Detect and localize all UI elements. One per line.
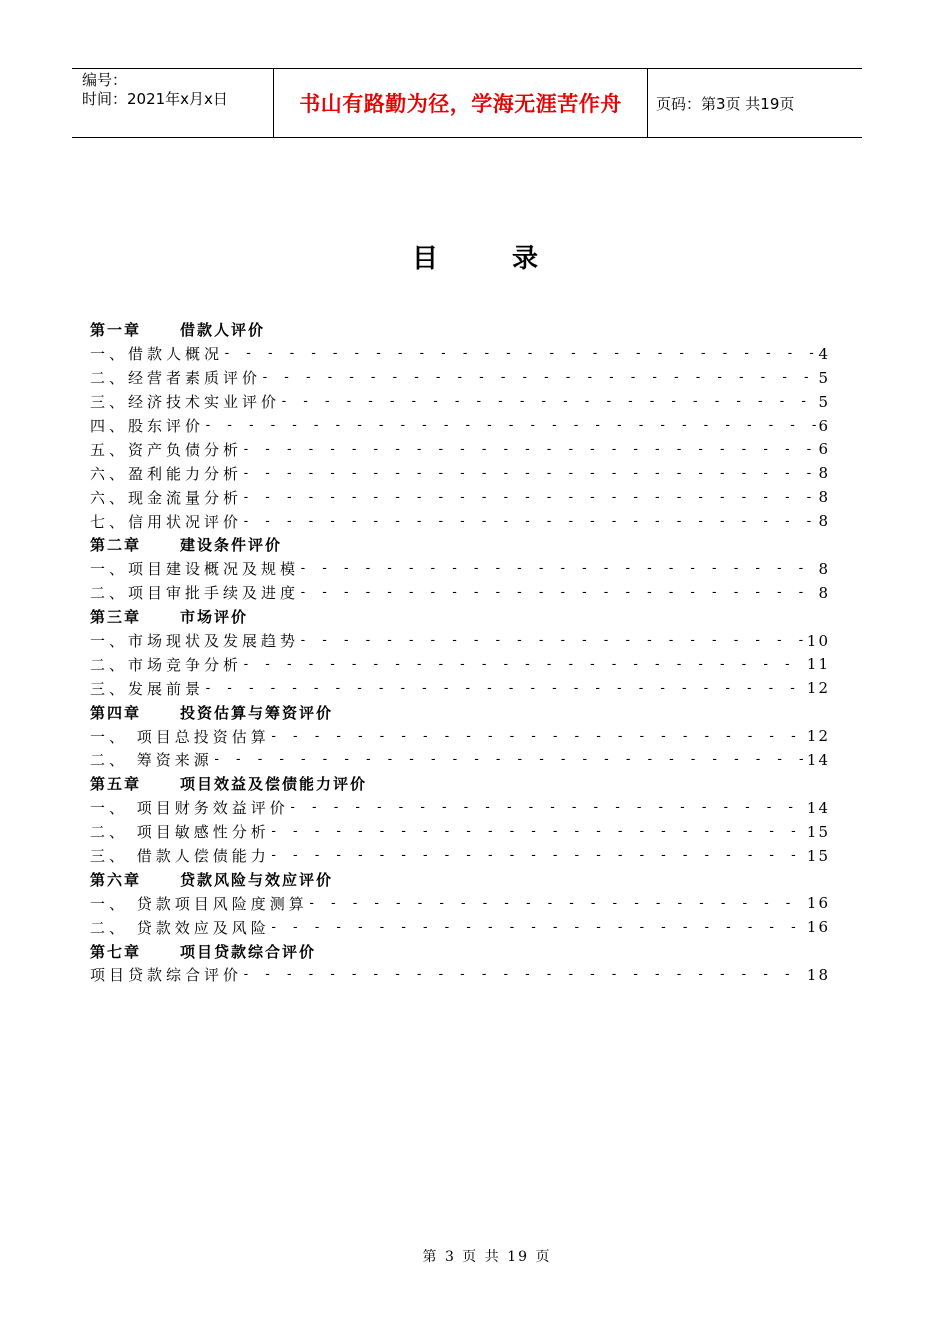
- toc-entry-page-number: 8: [818, 488, 830, 507]
- toc-leader-dashes: [204, 418, 818, 433]
- toc-leader-dashes: [299, 585, 818, 600]
- toc-entry-label: 二、 贷款效应及风险: [90, 918, 270, 937]
- toc-entry-page-number: 8: [818, 464, 830, 483]
- toc-chapter-heading: [90, 605, 830, 629]
- toc-entry-label: 一、项目建设概况及规模: [90, 560, 300, 579]
- toc-chapter-heading: [90, 700, 830, 724]
- toc-entry-label: 二、市场竞争分析: [90, 655, 243, 674]
- toc-entry-label: 一、市场现状及发展趋势: [90, 632, 300, 651]
- chapter-number: 第三章: [90, 608, 142, 627]
- toc-entry-label: 六、盈利能力分析: [90, 464, 243, 483]
- toc-leader-dashes: [270, 824, 807, 839]
- toc-entry[interactable]: [90, 748, 830, 772]
- toc-entry-page-number: 15: [806, 846, 830, 865]
- toc-leader-dashes: [242, 514, 818, 529]
- toc-entry-label: 一、借款人概况: [90, 345, 224, 364]
- chapter-title: 项目效益及偿债能力评价: [180, 775, 368, 794]
- chapter-number: 第四章: [90, 703, 142, 722]
- toc-entry-page-number: 16: [806, 918, 830, 937]
- toc-entry[interactable]: [90, 414, 830, 438]
- toc-entry-label: 七、信用状况评价: [90, 512, 243, 531]
- toc-entry-label: 四、股东评价: [90, 417, 205, 435]
- toc-entry-page-number: 18: [806, 965, 830, 984]
- toc-entry[interactable]: [90, 509, 830, 533]
- header-meta: [72, 69, 274, 137]
- chapter-number: 第二章: [90, 536, 142, 555]
- toc-leader-dashes: [204, 681, 807, 696]
- toc-entry-page-number: 6: [818, 440, 830, 459]
- toc-leader-dashes: [270, 848, 807, 863]
- toc-leader-dashes: [270, 729, 807, 744]
- toc-entry[interactable]: [90, 390, 830, 414]
- chapter-number: 第五章: [90, 775, 142, 794]
- toc-entry-label: 二、 项目敏感性分析: [90, 823, 270, 842]
- page-footer: 第 3 页 共 19 页: [422, 1249, 552, 1265]
- toc-leader-dashes: [308, 896, 807, 911]
- toc-entry-label: 一、 项目总投资估算: [90, 727, 270, 746]
- toc-entry-page-number: 8: [818, 583, 830, 602]
- chapter-number: 第七章: [90, 942, 142, 961]
- chapter-title: 借款人评价: [180, 321, 266, 340]
- table-of-contents: [90, 318, 830, 987]
- toc-entry-page-number: 16: [806, 894, 830, 913]
- toc-entry[interactable]: [90, 581, 830, 605]
- toc-entry-page-number: 5: [818, 368, 830, 387]
- toc-entry[interactable]: [90, 796, 830, 820]
- toc-entry-page-number: 6: [818, 416, 830, 435]
- toc-leader-dashes: [299, 561, 818, 576]
- toc-entry[interactable]: [90, 724, 830, 748]
- toc-entry-label: 三、发展前景: [90, 679, 205, 698]
- chapter-title: 项目贷款综合评价: [180, 942, 317, 961]
- toc-chapter-heading: [90, 533, 830, 557]
- toc-leader-dashes: [213, 752, 807, 767]
- chapter-title: 市场评价: [180, 608, 249, 627]
- toc-entry[interactable]: [90, 652, 830, 676]
- toc-leader-dashes: [242, 490, 818, 505]
- toc-entry-page-number: 8: [818, 512, 830, 531]
- toc-leader-dashes: [280, 394, 818, 409]
- toc-entry-page-number: 12: [806, 679, 830, 698]
- toc-entry[interactable]: [90, 844, 830, 868]
- chapter-title: 贷款风险与效应评价: [180, 870, 334, 889]
- toc-entry-label: 二、经营者素质评价: [90, 369, 262, 388]
- toc-chapter-heading: [90, 318, 830, 342]
- toc-entry-page-number: 11: [806, 655, 830, 674]
- header-motto: 书山有路勤为径，学海无涯苦作舟: [274, 69, 648, 137]
- toc-entry-label: 二、 筹资来源: [90, 751, 213, 770]
- toc-entry-label: 三、 借款人偿债能力: [90, 847, 270, 866]
- toc-leader-dashes: [242, 657, 807, 672]
- chapter-title: 建设条件评价: [180, 536, 283, 555]
- toc-entry-label: 五、资产负债分析: [90, 440, 243, 459]
- toc-entry[interactable]: [90, 963, 830, 987]
- toc-leader-dashes: [289, 800, 807, 815]
- page-header: [72, 68, 862, 138]
- toc-entry-page-number: 10: [806, 631, 830, 650]
- toc-entry[interactable]: [90, 629, 830, 653]
- toc-chapter-heading: [90, 867, 830, 891]
- header-page-code: 页码：第3页 共19页: [656, 94, 795, 113]
- toc-leader-dashes: [223, 346, 818, 361]
- toc-entry-label: 一、 贷款项目风险度测算: [90, 894, 308, 913]
- toc-leader-dashes: [261, 370, 818, 385]
- toc-entry-page-number: 12: [806, 727, 830, 746]
- toc-entry[interactable]: [90, 820, 830, 844]
- toc-entry[interactable]: [90, 891, 830, 915]
- toc-chapter-heading: [90, 772, 830, 796]
- toc-leader-dashes: [242, 466, 818, 481]
- toc-entry[interactable]: [90, 485, 830, 509]
- toc-leader-dashes: [242, 967, 807, 982]
- toc-chapter-heading: [90, 939, 830, 963]
- toc-entry-page-number: 14: [806, 798, 830, 817]
- toc-entry-label: 六、现金流量分析: [90, 488, 243, 507]
- toc-entry[interactable]: [90, 676, 830, 700]
- toc-entry[interactable]: [90, 366, 830, 390]
- chapter-number: 第一章: [90, 321, 142, 340]
- toc-entry[interactable]: [90, 461, 830, 485]
- toc-entry-page-number: 4: [818, 344, 830, 363]
- toc-entry-label: 二、项目审批手续及进度: [90, 584, 300, 603]
- toc-entry[interactable]: [90, 342, 830, 366]
- toc-leader-dashes: [242, 442, 818, 457]
- toc-entry-page-number: 15: [806, 822, 830, 841]
- toc-leader-dashes: [299, 633, 807, 648]
- document-number-label: 编号：: [82, 71, 128, 89]
- toc-leader-dashes: [270, 920, 807, 935]
- toc-entry-label: 项目贷款综合评价: [90, 966, 243, 985]
- chapter-number: 第六章: [90, 870, 142, 889]
- toc-entry-label: 三、经济技术实业评价: [90, 393, 281, 412]
- toc-entry-page-number: 5: [818, 392, 830, 411]
- toc-entry-page-number: 14: [806, 750, 830, 769]
- toc-title: 目录: [411, 244, 612, 274]
- document-time-label: 时间：2021年x月x日: [82, 90, 228, 108]
- chapter-title: 投资估算与筹资评价: [180, 703, 334, 722]
- toc-entry-label: 一、 项目财务效益评价: [90, 799, 289, 818]
- toc-entry[interactable]: [90, 437, 830, 461]
- toc-entry[interactable]: [90, 557, 830, 581]
- toc-entry[interactable]: [90, 915, 830, 939]
- toc-entry-page-number: 8: [818, 559, 830, 578]
